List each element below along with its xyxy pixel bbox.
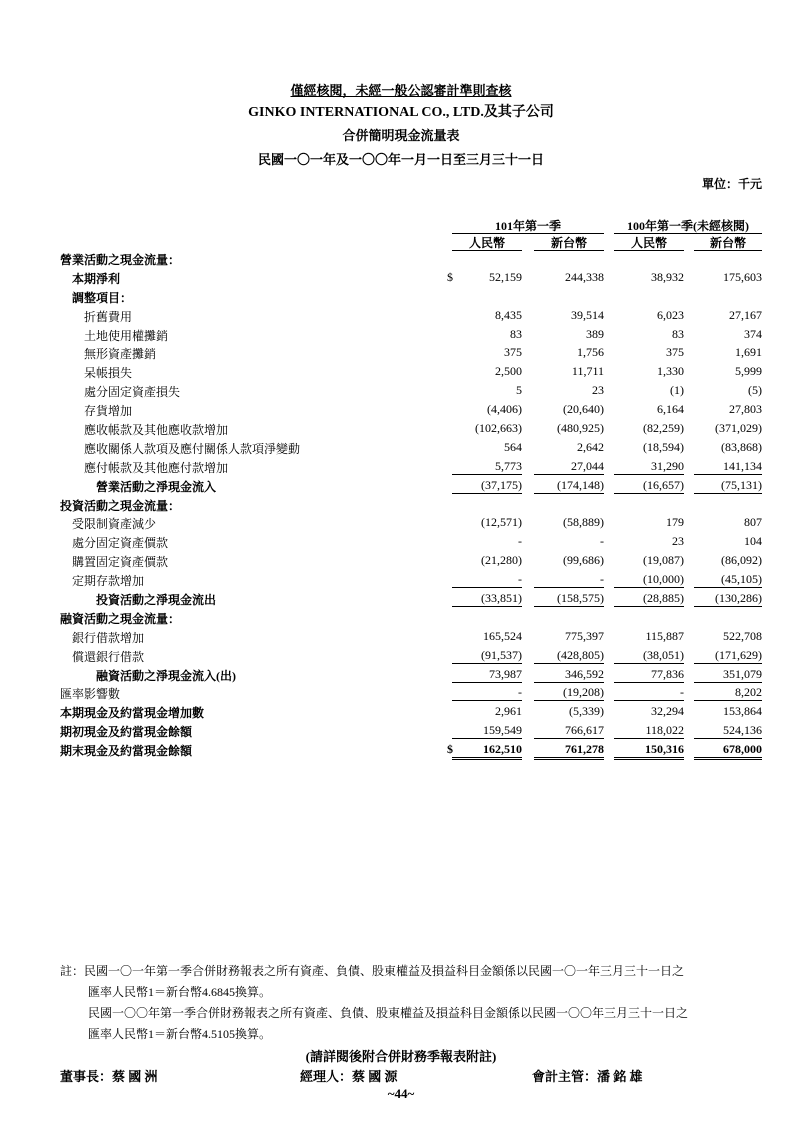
- table-row: [0, 701, 802, 720]
- row-value: 5,999: [735, 364, 762, 379]
- row-label: 期末現金及約當現金餘額: [60, 744, 193, 759]
- row-value: 179: [666, 515, 684, 530]
- row-value: 141,134: [694, 459, 762, 475]
- row-value: 351,079: [694, 667, 762, 683]
- row-value: 23: [672, 534, 684, 549]
- row-value: (5,339): [569, 704, 604, 719]
- row-value: 346,592: [534, 667, 604, 683]
- row-value: (75,131): [694, 478, 762, 494]
- row-value: 2,500: [495, 364, 522, 379]
- table-row: [0, 626, 802, 645]
- row-value: 104: [744, 534, 762, 549]
- table-row: [0, 380, 802, 399]
- row-value: 6,164: [657, 402, 684, 417]
- row-value: 761,278: [534, 742, 604, 760]
- table-row: [0, 607, 802, 626]
- note-line: 民國一〇〇年第一季合併財務報表之所有資產、負債、股東權益及損益科目金額係以民國一〇〇年三月三十一日之: [88, 1006, 689, 1020]
- row-value: 389: [586, 326, 604, 341]
- currency-symbol: $: [447, 269, 453, 284]
- row-value: 39,514: [571, 307, 604, 322]
- row-value: 1,756: [577, 345, 604, 360]
- row-label: 應付帳款及其他應付款增加: [84, 460, 229, 475]
- row-value: (86,092): [721, 553, 762, 568]
- row-label: 調整項目：: [72, 290, 133, 305]
- row-label: 定期存款增加: [72, 574, 145, 589]
- row-value: (19,087): [643, 553, 684, 568]
- row-value: (428,805): [534, 648, 604, 664]
- row-value: (4,406): [487, 402, 522, 417]
- row-value: (28,885): [614, 591, 684, 607]
- row-label: 營業活動之淨現金流入: [96, 479, 217, 494]
- row-value: (5): [748, 383, 762, 398]
- row-value: 27,167: [729, 307, 762, 322]
- table-row: [0, 664, 802, 683]
- row-value: (18,594): [643, 439, 684, 454]
- row-label: 匯率影響數: [60, 687, 121, 702]
- row-value: (12,571): [481, 515, 522, 530]
- row-value: 374: [744, 326, 762, 341]
- row-value: 77,836: [614, 667, 684, 683]
- row-label: 融資活動之現金流量：: [60, 611, 181, 626]
- table-row: [0, 512, 802, 531]
- row-label: 受限制資產減少: [72, 517, 157, 532]
- row-value: (20,640): [563, 402, 604, 417]
- row-value: -: [614, 685, 684, 701]
- company-name: GINKO INTERNATIONAL CO., LTD.及其子公司: [248, 105, 554, 120]
- column-group-101q1: 101年第一季: [452, 219, 604, 234]
- row-value: 8,202: [694, 685, 762, 701]
- note-line: 匯率人民幣1＝新台幣4.6845換算。: [88, 985, 272, 999]
- column-header-ntd-100: 新台幣: [694, 236, 762, 251]
- row-value: -: [600, 534, 604, 549]
- row-value: 807: [744, 515, 762, 530]
- row-label: 呆帳損失: [84, 366, 133, 381]
- signature-manager: 經理人：蔡 國 源: [300, 1069, 398, 1084]
- row-value: -: [452, 685, 522, 701]
- row-value: 31,290: [614, 459, 684, 475]
- table-row: [0, 739, 802, 758]
- table-row: [0, 324, 802, 343]
- row-value: (58,889): [563, 515, 604, 530]
- row-label: 無形資產攤銷: [84, 347, 157, 362]
- table-row: [0, 550, 802, 569]
- row-label: 應收帳款及其他應收款增加: [84, 423, 229, 438]
- cash-flow-table: [0, 248, 802, 758]
- table-row: [0, 437, 802, 456]
- row-label: 折舊費用: [84, 309, 133, 324]
- table-row: [0, 588, 802, 607]
- table-row: [0, 267, 802, 286]
- row-value: 1,330: [657, 364, 684, 379]
- table-row: [0, 720, 802, 739]
- row-value: (21,280): [481, 553, 522, 568]
- row-value: 564: [504, 439, 522, 454]
- row-value: 175,603: [723, 269, 762, 284]
- row-label: 處分固定資產價款: [72, 536, 169, 551]
- row-value: 2,642: [577, 439, 604, 454]
- row-value: (37,175): [452, 478, 522, 494]
- row-label: 存貨增加: [84, 404, 133, 419]
- table-row: [0, 399, 802, 418]
- row-label: 土地使用權攤銷: [84, 328, 169, 343]
- row-value: 2,961: [495, 704, 522, 719]
- row-value: (19,208): [534, 685, 604, 701]
- row-value: 83: [510, 326, 522, 341]
- row-value: (480,925): [557, 421, 604, 436]
- row-value: 766,617: [534, 723, 604, 739]
- row-value: 73,987: [452, 667, 522, 683]
- row-value: (83,868): [721, 439, 762, 454]
- row-label: 融資活動之淨現金流入(出): [96, 668, 236, 683]
- row-value: (82,259): [643, 421, 684, 436]
- signature-chairman: 董事長：蔡 國 洲: [60, 1069, 158, 1084]
- row-value: (130,286): [694, 591, 762, 607]
- column-header-ntd-101: 新台幣: [534, 236, 604, 251]
- table-row: [0, 418, 802, 437]
- row-value: 38,932: [651, 269, 684, 284]
- column-header-rmb-101: 人民幣: [452, 236, 522, 251]
- row-value: 23: [592, 383, 604, 398]
- row-label: 投資活動之現金流量：: [60, 498, 181, 513]
- row-value: 1,691: [735, 345, 762, 360]
- currency-symbol: $: [447, 742, 453, 757]
- row-value: (371,029): [715, 421, 762, 436]
- row-value: 775,397: [565, 628, 604, 643]
- column-group-100q1: 100年第一季(未經核閱): [614, 219, 762, 234]
- row-value: 162,510: [452, 742, 522, 760]
- row-value: (171,629): [694, 648, 762, 664]
- table-row: [0, 475, 802, 494]
- statement-title: 合併簡明現金流量表: [342, 128, 460, 143]
- statement-period: 民國一〇一年及一〇〇年一月一日至三月三十一日: [257, 152, 544, 167]
- row-value: (33,851): [452, 591, 522, 607]
- row-label: 銀行借款增加: [72, 630, 145, 645]
- row-value: (91,537): [452, 648, 522, 664]
- table-row: [0, 361, 802, 380]
- row-value: 159,549: [452, 723, 522, 739]
- row-value: 150,316: [614, 742, 684, 760]
- table-row: [0, 645, 802, 664]
- row-label: 營業活動之現金流量：: [60, 253, 181, 267]
- table-row: [0, 569, 802, 588]
- table-row: [0, 286, 802, 305]
- table-row: [0, 305, 802, 324]
- row-label: 處分固定資產損失: [84, 385, 181, 400]
- row-label: 期初現金及約當現金餘額: [60, 725, 193, 740]
- unit-label: 單位：千元: [701, 177, 762, 191]
- note-line: 註：民國一〇一年第一季合併財務報表之所有資產、負債、股東權益及損益科目金額係以民國一〇一年三月三十一日之: [60, 964, 685, 978]
- row-value: 118,022: [614, 723, 684, 739]
- row-value: (1): [670, 383, 684, 398]
- row-value: 522,708: [723, 628, 762, 643]
- row-value: 8,435: [495, 307, 522, 322]
- row-value: 375: [666, 345, 684, 360]
- row-label: 本期淨利: [72, 271, 121, 286]
- table-row: [0, 494, 802, 513]
- page-number: ~44~: [387, 1086, 415, 1101]
- row-value: 5: [516, 383, 522, 398]
- unaudited-notice: 僅經核閱，未經一般公認審計準則查核: [290, 83, 512, 98]
- table-row: [0, 248, 802, 267]
- row-value: -: [518, 534, 522, 549]
- table-row: [0, 531, 802, 550]
- row-value: 83: [672, 326, 684, 341]
- row-value: (174,148): [534, 478, 604, 494]
- table-row: [0, 682, 802, 701]
- table-row: [0, 456, 802, 475]
- row-value: 5,773: [452, 459, 522, 475]
- row-value: 678,000: [694, 742, 762, 760]
- table-row: [0, 342, 802, 361]
- row-label: 償還銀行借款: [72, 649, 145, 664]
- row-label: 應收關係人款項及應付關係人款項淨變動: [84, 441, 301, 456]
- row-value: 115,887: [645, 628, 684, 643]
- row-value: 375: [504, 345, 522, 360]
- row-value: (38,051): [614, 648, 684, 664]
- note-line: 匯率人民幣1＝新台幣4.5105換算。: [88, 1027, 272, 1041]
- row-value: (10,000): [614, 572, 684, 588]
- column-header-rmb-100: 人民幣: [614, 236, 684, 251]
- row-label: 投資活動之淨現金流出: [96, 593, 217, 608]
- row-value: (99,686): [563, 553, 604, 568]
- row-value: 11,711: [571, 364, 604, 379]
- row-value: (102,663): [475, 421, 522, 436]
- row-label: 購置固定資產價款: [72, 555, 169, 570]
- row-value: 524,136: [694, 723, 762, 739]
- row-label: 本期現金及約當現金增加數: [60, 706, 205, 721]
- footnote-reference: (請詳閱後附合併財務季報表附註): [305, 1049, 497, 1064]
- row-value: (45,105): [694, 572, 762, 588]
- row-value: -: [534, 572, 604, 588]
- row-value: -: [452, 572, 522, 588]
- row-value: 52,159: [489, 269, 522, 284]
- row-value: 165,524: [483, 628, 522, 643]
- notes: [60, 961, 760, 1045]
- row-value: 32,294: [651, 704, 684, 719]
- row-value: 244,338: [565, 269, 604, 284]
- row-value: 27,803: [729, 402, 762, 417]
- signature-accountant: 會計主管：潘 銘 雄: [532, 1069, 643, 1084]
- row-value: (16,657): [614, 478, 684, 494]
- row-value: 153,864: [723, 704, 762, 719]
- row-value: 27,044: [534, 459, 604, 475]
- row-value: 6,023: [657, 307, 684, 322]
- row-value: (158,575): [534, 591, 604, 607]
